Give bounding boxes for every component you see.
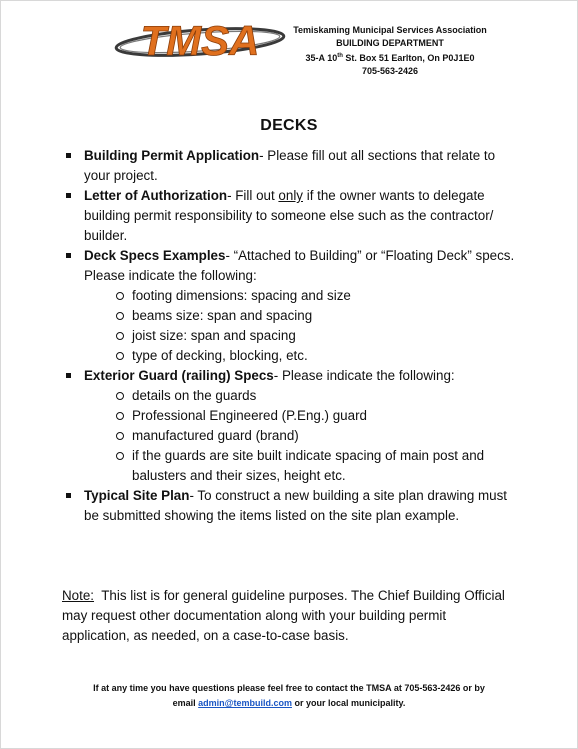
guard-specs-sublist (84, 386, 524, 486)
circle-bullet-icon (116, 332, 124, 340)
sub-item: Professional Engineered (P.Eng.) guard (116, 406, 524, 426)
department-name: BUILDING DEPARTMENT (336, 38, 444, 48)
square-bullet-icon (66, 193, 71, 198)
note-text: This list is for general guideline purposes. The Chief Building Official may request other documentation along with your building permit application, as needed, on a case-to-case basis. (62, 588, 509, 643)
square-bullet-icon (66, 373, 71, 378)
org-phone: 705-563-2426 (361, 66, 419, 76)
list-item-site-plan: Typical Site Plan- To construct a new building a site plan drawing must be submitted showing the items listed on the site plan example. (84, 486, 524, 526)
sub-item: footing dimensions: spacing and size (116, 286, 524, 306)
logo-text: TMSA (140, 17, 260, 64)
circle-bullet-icon (116, 352, 124, 360)
list-item-exterior-guard: Exterior Guard (railing) Specs- Please indicate the following: details on the guards Professional Engineered (P.Eng.) guard manufactured guard (brand) if the guards are site built indicate spacing of main post and balusters and their sizes, height etc. (84, 366, 524, 486)
circle-bullet-icon (116, 412, 124, 420)
circle-bullet-icon (116, 452, 124, 460)
square-bullet-icon (66, 253, 71, 258)
circle-bullet-icon (116, 312, 124, 320)
sub-item: if the guards are site built indicate spacing of main post and balusters and their sizes, height etc. (116, 446, 524, 486)
page-title: DECKS (260, 117, 318, 134)
organization-info (270, 24, 510, 78)
sub-item: joist size: span and spacing (116, 326, 524, 346)
sub-item: details on the guards (116, 386, 524, 406)
square-bullet-icon (66, 493, 71, 498)
circle-bullet-icon (116, 392, 124, 400)
footer-line-1: If at any time you have questions please feel free to contact the TMSA at 705-563-2426 or by (93, 683, 485, 693)
footer-line-2: email admin@tembuild.com or your local municipality. (172, 698, 406, 708)
circle-bullet-icon (116, 292, 124, 300)
requirements-list (84, 146, 524, 526)
tmsa-logo (108, 12, 286, 72)
sub-item: beams size: span and spacing (116, 306, 524, 326)
note-label: Note: (62, 588, 95, 603)
sub-item: type of decking, blocking, etc. (116, 346, 524, 366)
sub-item: manufactured guard (brand) (116, 426, 524, 446)
list-item-building-permit: Building Permit Application- Please fill out all sections that relate to your project. (84, 146, 524, 186)
contact-footer (40, 681, 538, 711)
deck-specs-sublist (84, 286, 524, 366)
org-address: 35-A 10th St. Box 51 Earlton, On P0J1E0 (305, 53, 475, 63)
email-link[interactable]: admin@tembuild.com (198, 698, 292, 708)
org-name: Temiskaming Municipal Services Association (293, 25, 487, 35)
guideline-note (62, 586, 512, 646)
list-item-deck-specs: Deck Specs Examples- “Attached to Building” or “Floating Deck” specs. Please indicate the following: footing dimensions: spacing and size beams size: span and spacing joist size: span and spacing type of decking, blocking, etc. (84, 246, 524, 366)
circle-bullet-icon (116, 432, 124, 440)
square-bullet-icon (66, 153, 71, 158)
list-item-letter-of-authorization: Letter of Authorization- Fill out only if the owner wants to delegate building permit responsibility to someone else such as the contractor/ builder. (84, 186, 524, 246)
